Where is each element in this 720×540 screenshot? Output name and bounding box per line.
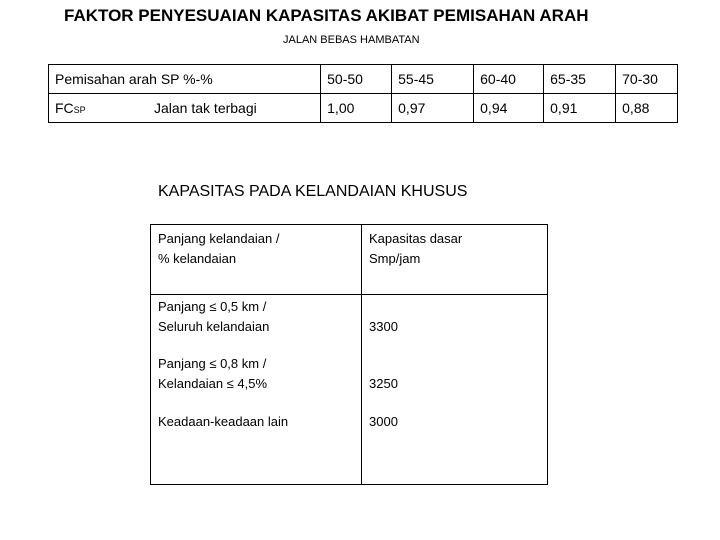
table-row <box>151 394 548 484</box>
grade-header-cell: Panjang kelandaian / % kelandaian <box>151 225 362 295</box>
capacity-cell: 3000 <box>362 394 548 484</box>
grade-cell: Panjang ≤ 0,8 km / Kelandaian ≤ 4,5% <box>151 337 362 394</box>
table-row <box>151 295 548 338</box>
table-row <box>151 337 548 394</box>
factor-cell: 0,94 <box>474 94 544 123</box>
split-header-label: Pemisahan arah SP %-% <box>49 65 321 94</box>
factor-cell: 1,00 <box>321 94 392 123</box>
fcsp-main: FC <box>55 100 74 116</box>
page-title: FAKTOR PENYESUAIAN KAPASITAS AKIBAT PEMISAHAN ARAH <box>64 6 589 25</box>
factor-cell: 0,91 <box>544 94 616 123</box>
split-header-cell: 70-30 <box>616 65 678 94</box>
road-type-label: Jalan tak terbagi <box>148 94 321 123</box>
capacity-header-cell: Kapasitas dasar Smp/jam <box>362 225 548 295</box>
table-header-row <box>151 225 548 295</box>
split-header-cell: 65-35 <box>544 65 616 94</box>
table-row <box>49 94 678 123</box>
factor-cell: 0,88 <box>616 94 678 123</box>
split-header-cell: 60-40 <box>474 65 544 94</box>
grade-cell: Panjang ≤ 0,5 km / Seluruh kelandaian <box>151 295 362 338</box>
grade-capacity-table <box>150 224 548 485</box>
split-header-cell: 50-50 <box>321 65 392 94</box>
grade-cell: Keadaan-keadaan lain <box>151 394 362 484</box>
factor-cell: 0,97 <box>392 94 474 123</box>
split-header-cell: 55-45 <box>392 65 474 94</box>
fcsp-sub: SP <box>73 105 86 115</box>
capacity-cell: 3250 <box>362 337 548 394</box>
table-header-row <box>49 65 678 94</box>
section-title: KAPASITAS PADA KELANDAIAN KHUSUS <box>158 183 468 200</box>
capacity-cell: 3300 <box>362 295 548 338</box>
fcsp-label <box>49 94 149 123</box>
page-subtitle: JALAN BEBAS HAMBATAN <box>283 34 420 46</box>
direction-split-table <box>48 64 678 123</box>
